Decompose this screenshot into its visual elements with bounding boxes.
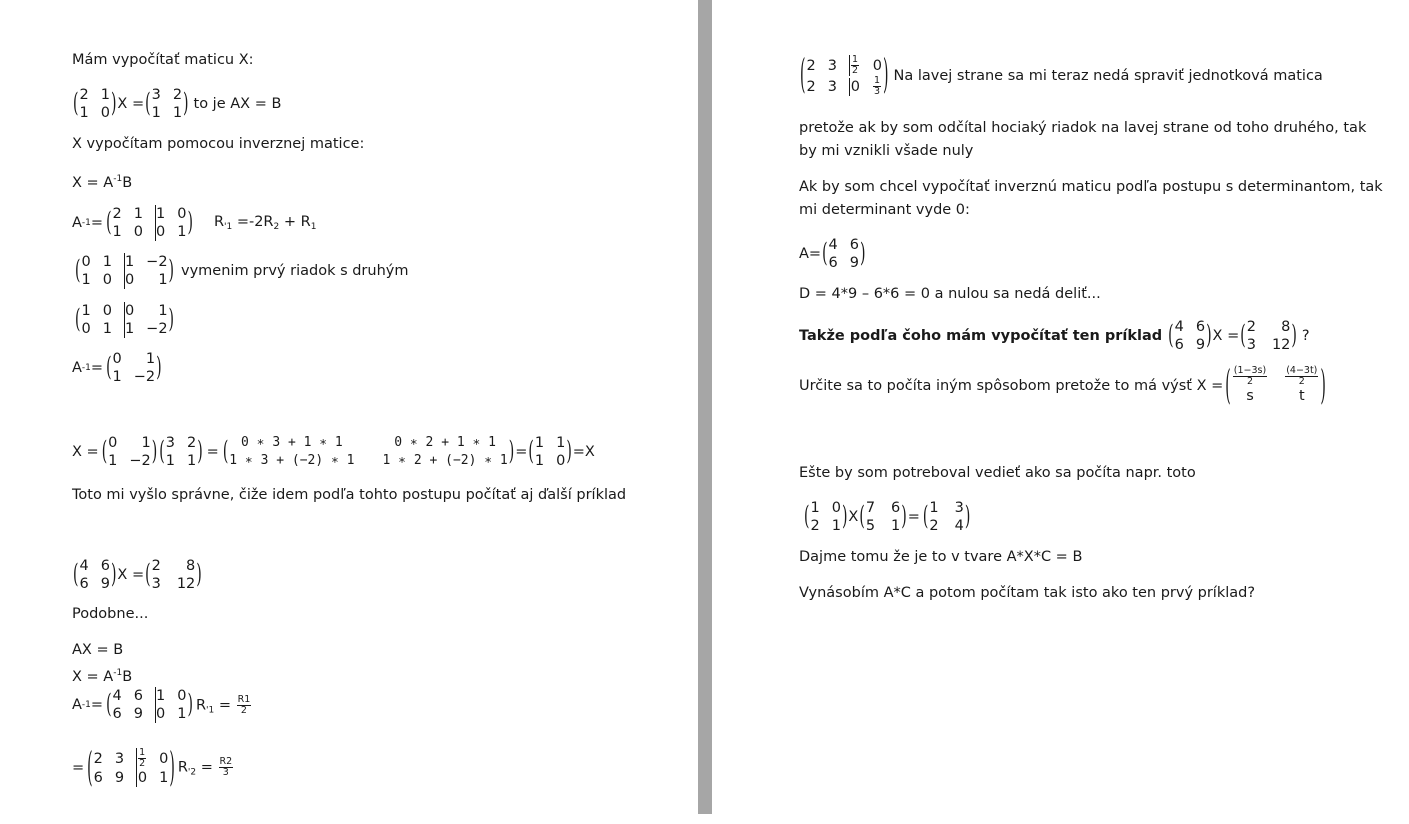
step4-row: = ( 2 3 $\frac{1}{2}$ 0 6 9 0 1 ) $R_{'2}$ = $\frac{R2}{3}$ — [72, 744, 233, 791]
equation-tail: to je AX = B — [193, 96, 282, 112]
last-text: Vynásobím A*C a potom počítam tak isto ako ten prvý príklad? — [799, 585, 1256, 601]
ax-b-text: AX = B — [72, 642, 124, 658]
equation-2: ( 4 6 6 9 ) X = ( 2 8 3 12 ) — [73, 558, 202, 592]
eq3-c-matrix: ( 1 3 2 4 ) — [922, 500, 971, 534]
equation-ax-b — [72, 86, 281, 122]
ainv-result-matrix: ( 0 1 1 −2 ) — [106, 351, 162, 385]
form-text: Dajme tomu že je to v tvare A*X*C = B — [799, 549, 1083, 565]
podobne-text: Podobne... — [72, 606, 149, 622]
step3-row — [74, 302, 175, 338]
para1-line1: pretože ak by som odčítal hociaký riadok na lavej strane od toho druhého, tak — [799, 120, 1367, 136]
expected-text: Určite sa to počíta iným spôsobom pretože to má výsť X = — [799, 377, 1224, 394]
para2-line2: mi determinant vyde 0: — [799, 202, 970, 218]
matrix-a: ( 2 1 1 0 ) — [73, 87, 117, 121]
expected-result-matrix: ( $\frac{(1-3s)}{2}$ $\frac{(4-3t)}{2}$ s t ) — [1225, 362, 1326, 409]
intro-text: Mám vypočítať maticu X: — [72, 52, 254, 68]
x-calc-matrix-b: ( 3 2 1 1 ) — [159, 435, 203, 469]
augmented-matrix-4: ( 4 6 1 0 6 9 0 1 ) — [106, 688, 193, 722]
row-operation-3: $R_{'2}$ = $\frac{R2}{3}$ — [177, 756, 233, 778]
x-calc-expanded: ( 0 ∗ 3 + 1 ∗ 1 0 ∗ 2 + 1 ∗ 1 1 ∗ 3 + (−2) ∗ 1 1 ∗ 2 + (−2) ∗ 1 ) — [222, 435, 515, 468]
bold-lhs-matrix: ( 4 6 6 9 ) — [1168, 319, 1212, 353]
eq2-rhs-matrix: ( 2 8 3 12 ) — [145, 558, 202, 592]
para2-line1: Ak by som chcel vypočítať inverznú maticu podľa postupu s determinantom, tak — [799, 179, 1383, 195]
bold-question-row: Takže podľa čoho mám vypočítať ten príklad ( 4 6 6 9 ) X = ( 2 8 3 12 ) ? — [799, 319, 1310, 353]
correct-text: Toto mi vyšlo správne, čiže idem podľa tohto postupu počítať aj ďalší príklad — [72, 487, 627, 503]
top-text: Na lavej strane sa mi teraz nedá spraviť jednotková matica — [893, 68, 1323, 84]
inverse-text: X vypočítam pomocou inverznej matice: — [72, 136, 365, 152]
ainv-result: A -1 = ( 0 1 1 −2 ) — [72, 351, 162, 385]
determinant-line: D = 4*9 – 6*6 = 0 a nulou sa nedá deliť... — [799, 286, 1101, 302]
para1-line2: by mi vznikli všade nuly — [799, 143, 974, 159]
row-operation-1: $R_{'1} =-2R_2 + R_1$ — [213, 214, 317, 232]
right-top-row — [799, 52, 1323, 100]
augmented-matrix-5: ( 2 3 $\frac{1}{2}$ 0 6 9 0 1 ) — [87, 744, 175, 791]
a-matrix: ( 4 6 6 9 ) — [822, 237, 866, 271]
bold-question: Takže podľa čoho mám vypočítať ten príklad — [799, 328, 1163, 344]
ainv-augmented-2: A -1 = ( 4 6 1 0 6 9 0 1 ) $R_{'1}$ = $\frac{R1}{2}$ — [72, 688, 251, 722]
eq3-b-matrix: ( 7 6 5 1 ) — [859, 500, 907, 534]
more-text: Ešte by som potreboval vedieť ako sa počíta napr. toto — [799, 465, 1196, 481]
eq3-a-matrix: ( 1 0 2 1 ) — [804, 500, 848, 534]
augmented-matrix-6: ( 2 3 $\frac{1}{2}$ 0 2 3 0 $\frac{1}{3}$ ) — [800, 52, 889, 100]
row-operation-2: $R_{'1}$ = $\frac{R1}{2}$ — [195, 693, 251, 716]
bold-rhs-matrix: ( 2 8 3 12 ) — [1240, 319, 1297, 353]
x-calculation: X = ( 0 1 1 −2 ) ( 3 2 1 1 ) = ( 0 ∗ 3 + 1 ∗ 1 0 ∗ 2 + 1 ∗ 1 1 ∗ 3 + (−2) ∗ 1 1 ∗ 2 + (−2) ∗ 1 ) = ( 1 1 1 0 ) =X — [72, 435, 595, 469]
x-equals-ainv-b: $X = A^{-1}B$ — [72, 174, 133, 191]
ainv-augmented: A -1 = ( 2 1 1 0 1 0 0 1 ) $R_{'1} =-2R_2 + R_1$ — [72, 206, 317, 240]
step2-row — [74, 253, 408, 289]
x-equals-ainv-b-2: $X = A^{-1}B$ — [72, 668, 133, 685]
equation-mid: X = — [117, 96, 145, 112]
a-matrix-row: A= ( 4 6 6 9 ) — [799, 237, 866, 271]
expected-result-row — [799, 362, 1327, 409]
x-calc-result: ( 1 1 1 0 ) — [528, 435, 572, 469]
page-divider — [698, 0, 712, 814]
x-calc-matrix-a: ( 0 1 1 −2 ) — [101, 435, 158, 469]
augmented-matrix-1: ( 2 1 1 0 1 0 0 1 ) — [106, 206, 193, 240]
eq2-lhs-matrix: ( 4 6 6 9 ) — [73, 558, 117, 592]
augmented-matrix-3: ( 1 0 0 1 0 1 1 −2 ) — [75, 303, 175, 337]
equation-3: ( 1 0 2 1 ) X ( 7 6 5 1 ) = ( 1 3 2 4 ) — [804, 500, 971, 534]
augmented-matrix-2: ( 0 1 1 −2 1 0 0 1 ) — [75, 254, 175, 288]
matrix-b: ( 3 2 1 1 ) — [145, 87, 189, 121]
swap-text: vymenim prvý riadok s druhým — [181, 263, 409, 279]
